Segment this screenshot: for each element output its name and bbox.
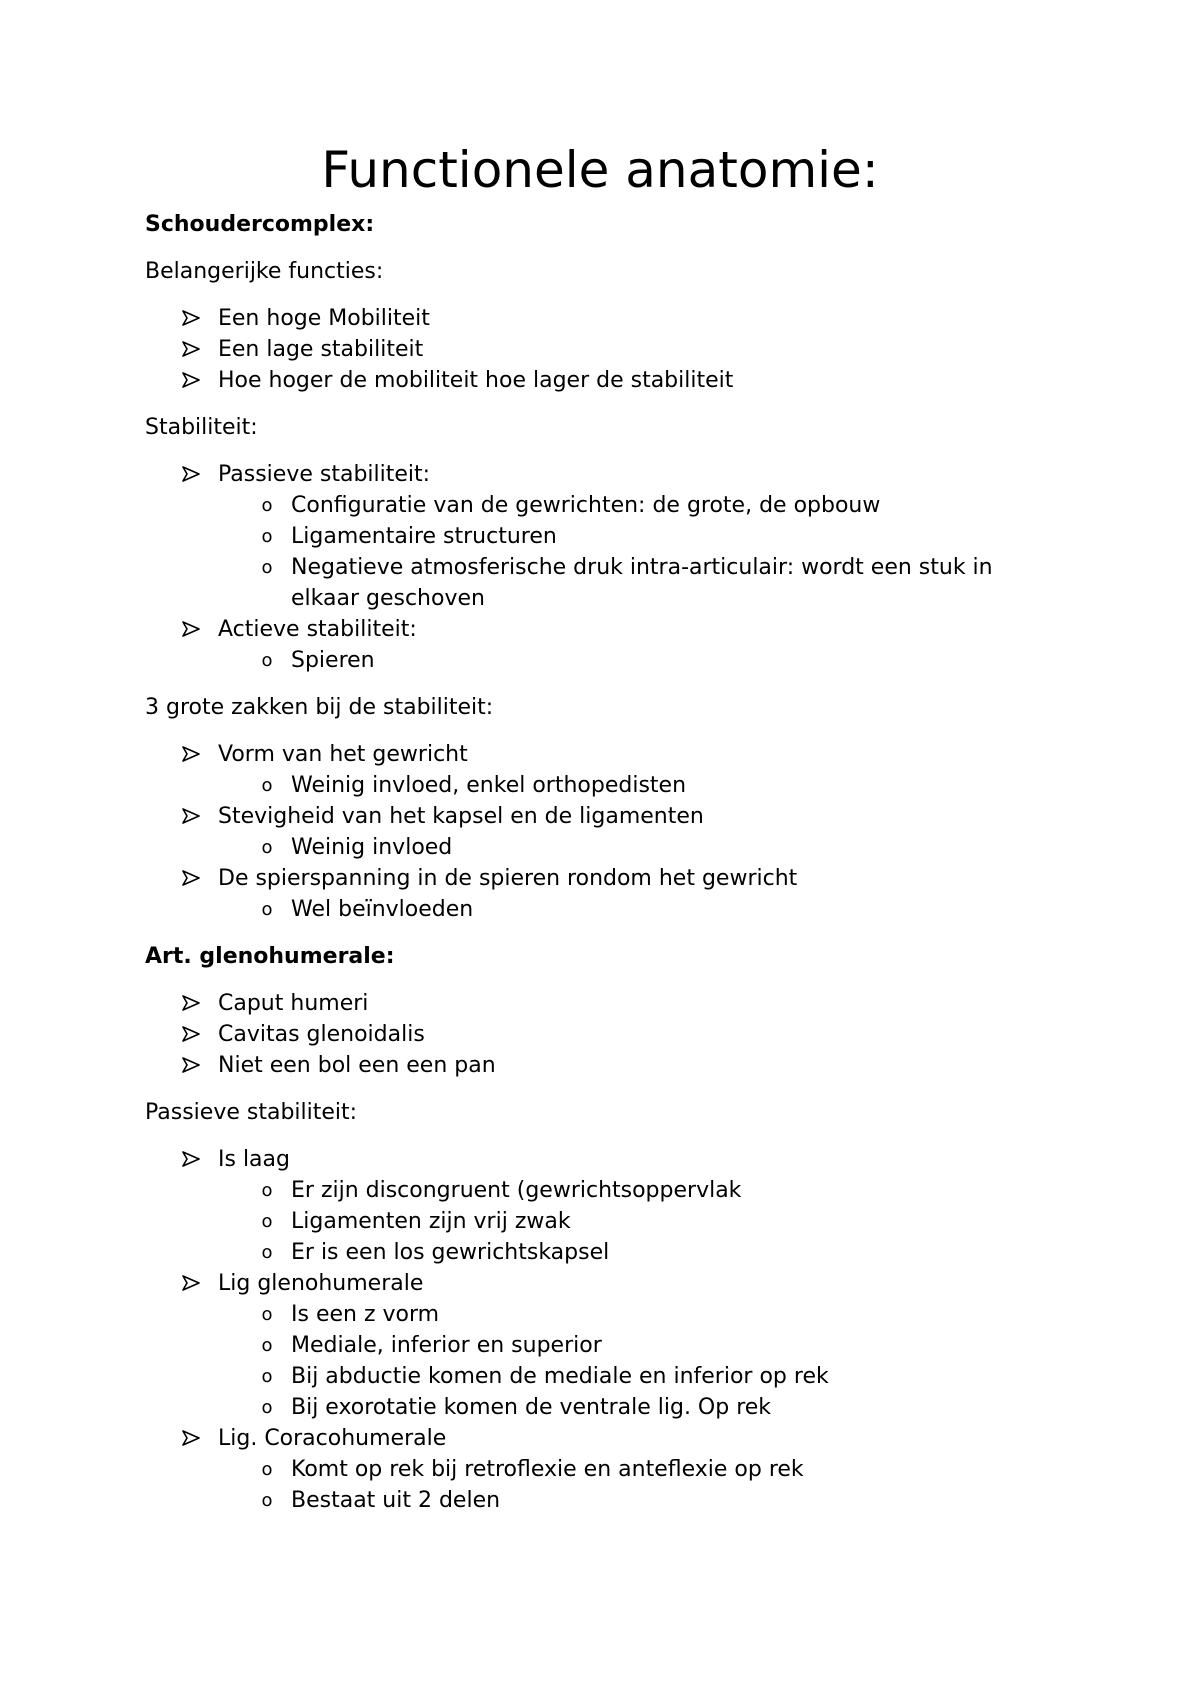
list-item	[145, 1019, 1065, 1050]
list-item	[145, 988, 1065, 1019]
section-heading: Art. glenohumerale:	[145, 944, 395, 969]
list-item	[145, 1423, 1065, 1454]
heading-gap	[145, 287, 1065, 303]
sub-list-item-text: Bij abductie komen de mediale en inferior op rek	[291, 1364, 829, 1389]
arrow-bullet-icon	[182, 988, 206, 1011]
list-item-text: Passieve stabiliteit:	[218, 462, 431, 487]
circle-bullet-icon: o	[261, 1180, 273, 1201]
circle-bullet-icon: o	[261, 1211, 273, 1232]
sub-list-item-text: Ligamenten zijn vrij zwak	[291, 1209, 571, 1234]
sub-list-item	[145, 1454, 1065, 1485]
sub-list-item-text: Spieren	[291, 648, 375, 673]
circle-bullet-icon: o	[261, 1335, 273, 1356]
circle-bullet-icon: o	[261, 650, 273, 671]
sub-list-item	[145, 770, 1065, 801]
circle-bullet-icon: o	[261, 1304, 273, 1325]
arrow-bullet-icon	[182, 801, 206, 824]
sub-list-item	[145, 552, 1065, 614]
sub-list-item	[145, 832, 1065, 863]
sub-list-item	[145, 521, 1065, 552]
sub-list-item-text: Weinig invloed	[291, 835, 453, 860]
list-item	[145, 1268, 1065, 1299]
sub-list-item-text: Negatieve atmosferische druk intra-articulair: wordt een stuk in elkaar geschoven	[291, 555, 993, 611]
heading-gap	[145, 972, 1065, 988]
circle-bullet-icon: o	[261, 1459, 273, 1480]
list-item-text: Een lage stabiliteit	[218, 337, 424, 362]
section-heading: 3 grote zakken bij de stabiliteit:	[145, 695, 494, 720]
arrow-bullet-icon	[182, 614, 206, 637]
section-heading: Passieve stabiliteit:	[145, 1100, 358, 1125]
sub-list-item-text: Bestaat uit 2 delen	[291, 1488, 501, 1513]
sub-list-item-text: Configuratie van de gewrichten: de grote, de opbouw	[291, 493, 881, 518]
arrow-bullet-icon	[182, 303, 206, 326]
sub-list-item	[145, 490, 1065, 521]
sub-list-item	[145, 1206, 1065, 1237]
circle-bullet-icon: o	[261, 1242, 273, 1263]
list-item-text: Actieve stabiliteit:	[218, 617, 417, 642]
arrow-bullet-icon	[182, 863, 206, 886]
sub-list-item	[145, 645, 1065, 676]
list-item-text: Stevigheid van het kapsel en de ligamenten	[218, 804, 704, 829]
section-gap	[145, 240, 1065, 256]
list-item-text: Vorm van het gewricht	[218, 742, 468, 767]
circle-bullet-icon: o	[261, 1490, 273, 1511]
list-item	[145, 459, 1065, 490]
circle-bullet-icon: o	[261, 526, 273, 547]
arrow-bullet-icon	[182, 1050, 206, 1073]
circle-bullet-icon: o	[261, 495, 273, 516]
circle-bullet-icon: o	[261, 899, 273, 920]
list-item-text: Lig. Coracohumerale	[218, 1426, 447, 1451]
sub-list-item	[145, 1361, 1065, 1392]
arrow-bullet-icon	[182, 1144, 206, 1167]
list-item	[145, 303, 1065, 334]
list-item-text: De spierspanning in de spieren rondom het gewricht	[218, 866, 798, 891]
list-item	[145, 614, 1065, 645]
sub-list-item-text: Ligamentaire structuren	[291, 524, 557, 549]
section-gap	[145, 676, 1065, 692]
list-item-text: Lig glenohumerale	[218, 1271, 424, 1296]
sub-list-item	[145, 1237, 1065, 1268]
section-gap	[145, 396, 1065, 412]
sub-list-item-text: Er is een los gewrichtskapsel	[291, 1240, 610, 1265]
sub-list-item	[145, 1299, 1065, 1330]
list-item-text: Is laag	[218, 1147, 290, 1172]
sub-list-item-text: Komt op rek bij retroflexie en anteflexie op rek	[291, 1457, 804, 1482]
section-heading: Stabiliteit:	[145, 415, 258, 440]
arrow-bullet-icon	[182, 739, 206, 762]
arrow-bullet-icon	[182, 459, 206, 482]
list-item-text: Niet een bol een een pan	[218, 1053, 496, 1078]
section-gap	[145, 1081, 1065, 1097]
heading-gap	[145, 443, 1065, 459]
document-title: Functionele anatomie:	[321, 141, 879, 199]
arrow-bullet-icon	[182, 1268, 206, 1291]
sub-list-item	[145, 1330, 1065, 1361]
list-item	[145, 801, 1065, 832]
list-item	[145, 365, 1065, 396]
sub-list-item-text: Mediale, inferior en superior	[291, 1333, 602, 1358]
section-heading: Belangerijke functies:	[145, 259, 384, 284]
list-item	[145, 1050, 1065, 1081]
sub-list-item	[145, 894, 1065, 925]
list-item-text: Hoe hoger de mobiliteit hoe lager de stabiliteit	[218, 368, 734, 393]
list-item-text: Een hoge Mobiliteit	[218, 306, 430, 331]
sub-list-item	[145, 1175, 1065, 1206]
list-item	[145, 1144, 1065, 1175]
circle-bullet-icon: o	[261, 837, 273, 858]
list-item-text: Caput humeri	[218, 991, 369, 1016]
list-item	[145, 334, 1065, 365]
sub-list-item-text: Er zijn discongruent (gewrichtsoppervlak	[291, 1178, 742, 1203]
sub-list-item-text: Wel beïnvloeden	[291, 897, 474, 922]
section-gap	[145, 925, 1065, 941]
list-item-text: Cavitas glenoidalis	[218, 1022, 425, 1047]
circle-bullet-icon: o	[261, 557, 273, 578]
heading-gap	[145, 1128, 1065, 1144]
sub-list-item-text: Bij exorotatie komen de ventrale lig. Op rek	[291, 1395, 772, 1420]
circle-bullet-icon: o	[261, 775, 273, 796]
document-body	[145, 209, 1065, 1516]
section-heading: Schoudercomplex:	[145, 212, 375, 237]
sub-list-item	[145, 1392, 1065, 1423]
arrow-bullet-icon	[182, 1019, 206, 1042]
list-item	[145, 739, 1065, 770]
heading-gap	[145, 723, 1065, 739]
circle-bullet-icon: o	[261, 1397, 273, 1418]
arrow-bullet-icon	[182, 334, 206, 357]
list-item	[145, 863, 1065, 894]
sub-list-item	[145, 1485, 1065, 1516]
arrow-bullet-icon	[182, 365, 206, 388]
arrow-bullet-icon	[182, 1423, 206, 1446]
sub-list-item-text: Is een z vorm	[291, 1302, 440, 1327]
sub-list-item-text: Weinig invloed, enkel orthopedisten	[291, 773, 687, 798]
circle-bullet-icon: o	[261, 1366, 273, 1387]
